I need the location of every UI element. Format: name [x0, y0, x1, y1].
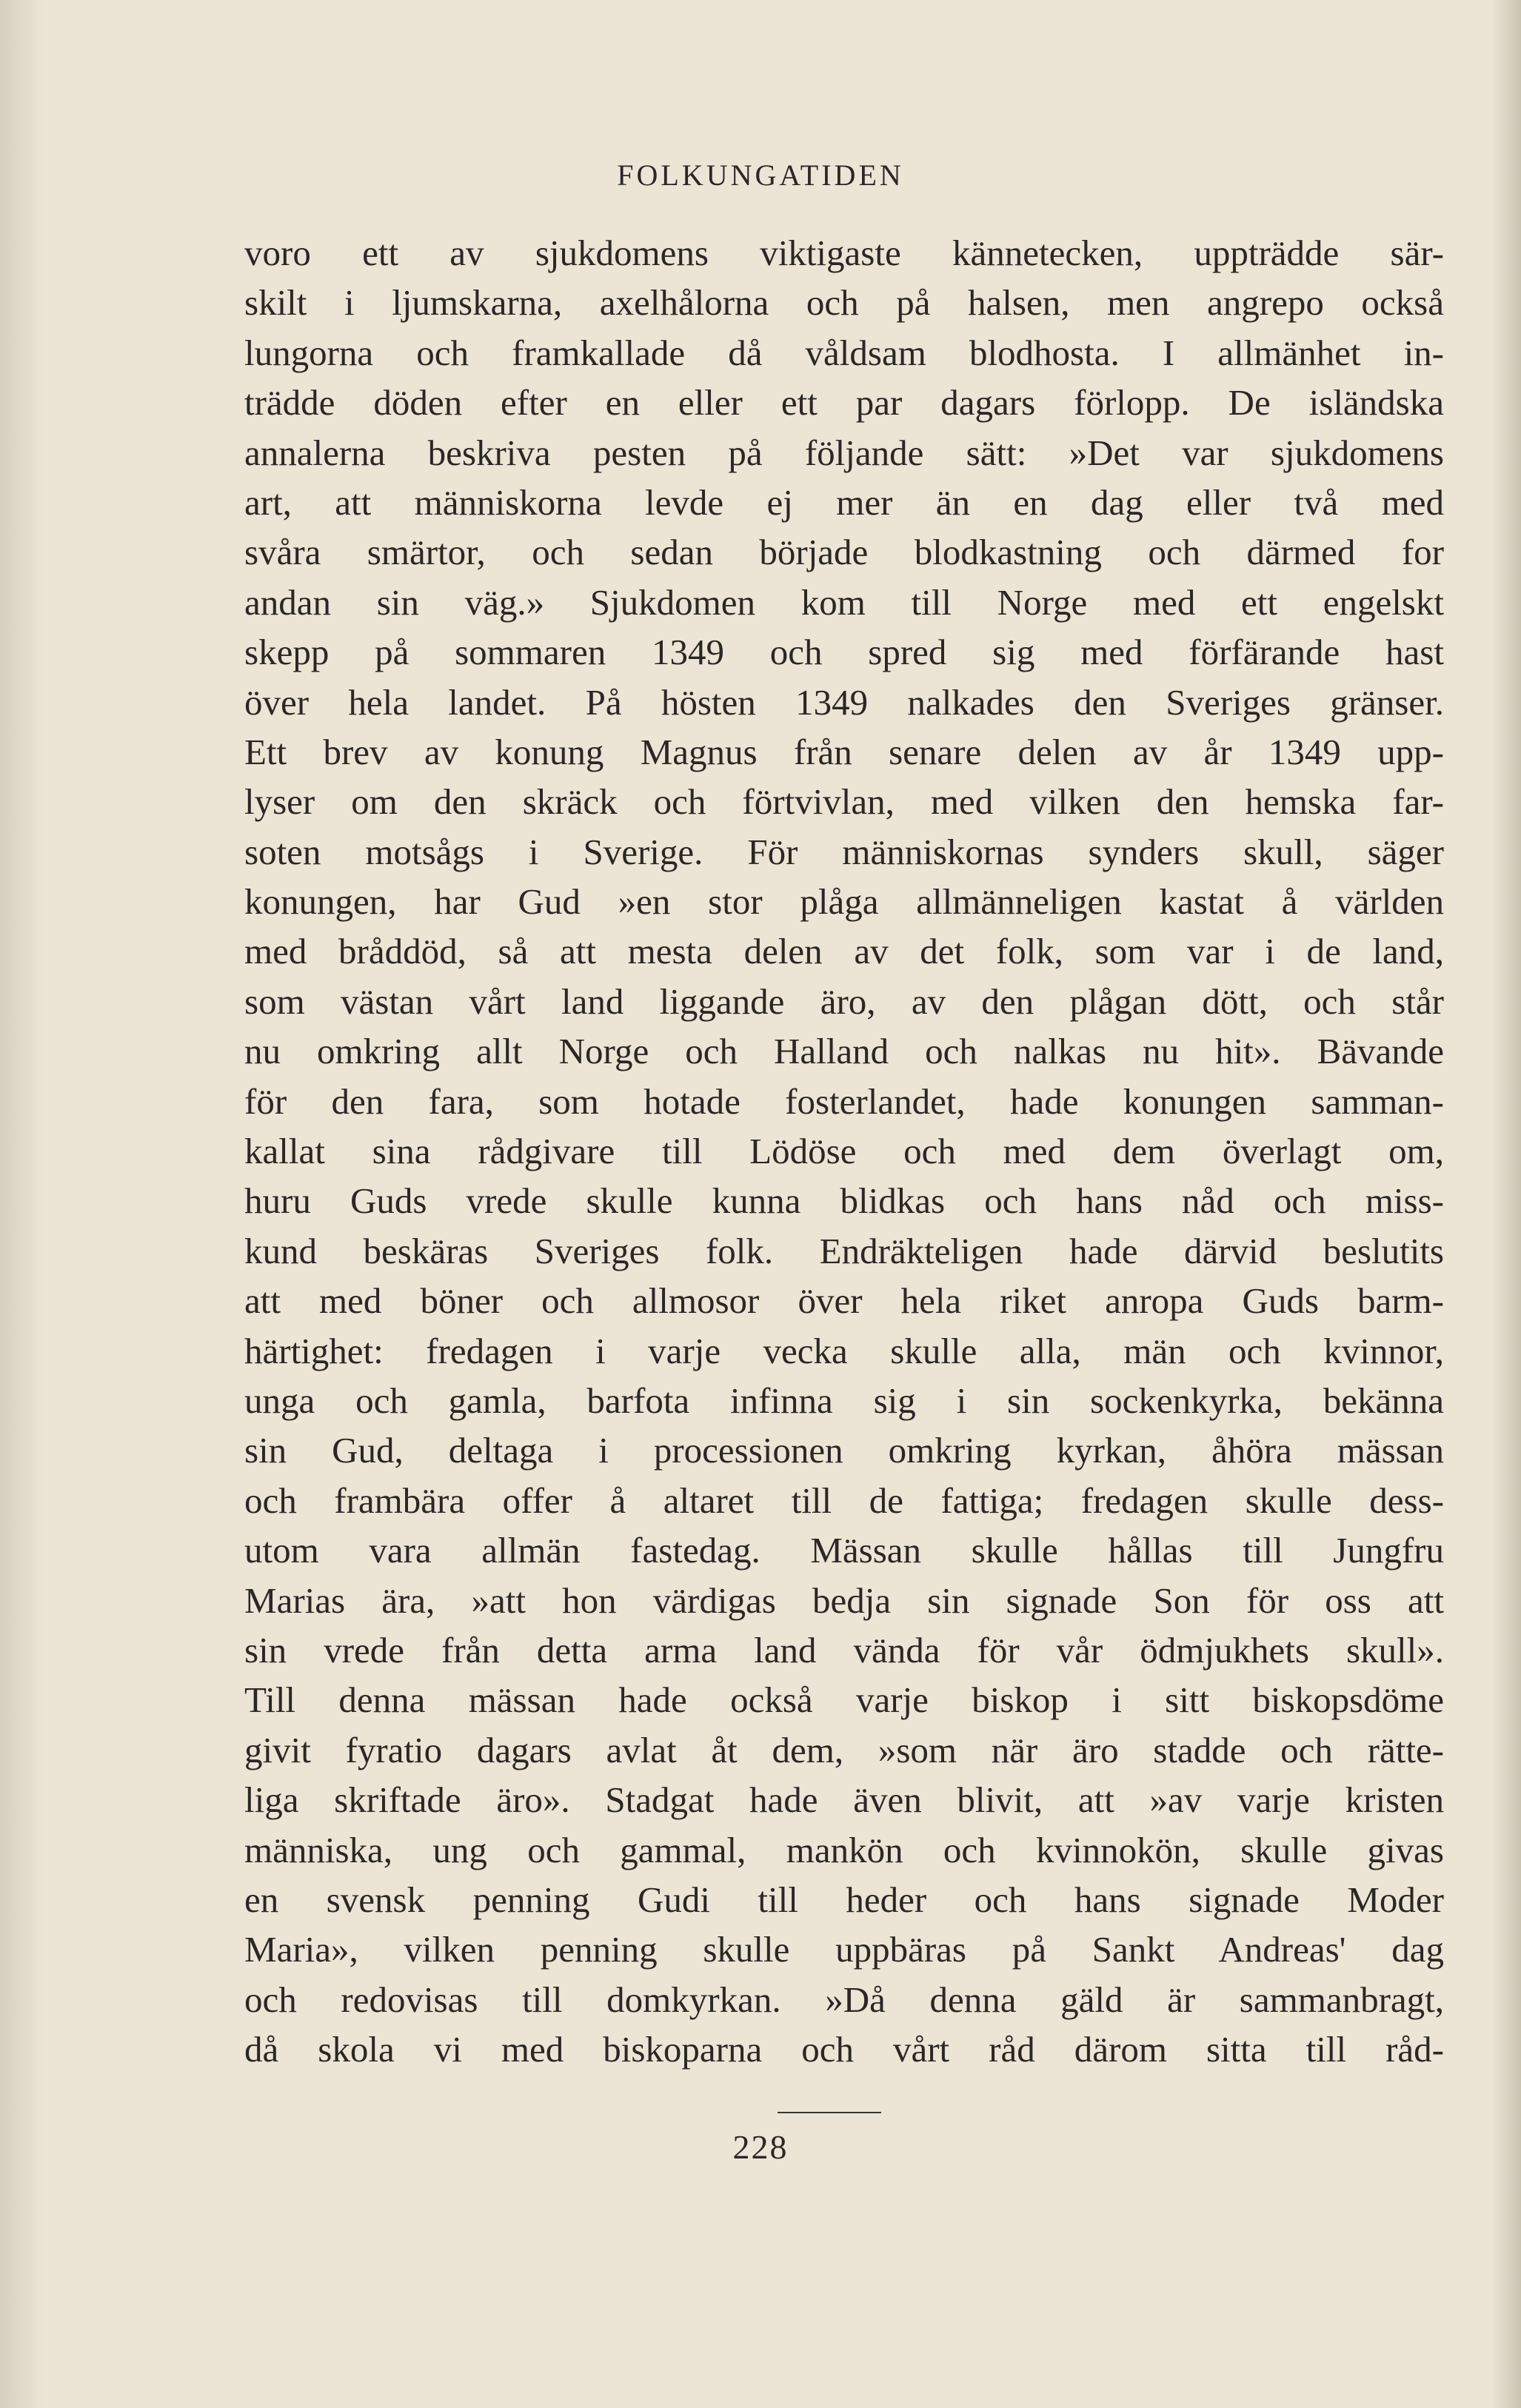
- text-line: annalerna beskriva pesten på följande sätt: »Det var sjukdomens: [244, 432, 1444, 473]
- text-line: lyser om den skräck och förtvivlan, med vilken den hemska far-: [244, 781, 1444, 823]
- text-line: då skola vi med biskoparna och vårt råd därom sitta till råd-: [244, 2029, 1444, 2070]
- text-line: för den fara, som hotade fosterlandet, hade konungen samman-: [244, 1080, 1444, 1122]
- text-line: och redovisas till domkyrkan. »Då denna gäld är sammanbragt,: [244, 1979, 1444, 2020]
- text-line: Ett brev av konung Magnus från senare delen av år 1349 upp-: [244, 731, 1444, 772]
- text-line: som västan vårt land liggande äro, av den plågan dött, och står: [244, 980, 1444, 1022]
- text-line: sin Gud, deltaga i processionen omkring kyrkan, åhöra mässan: [244, 1430, 1444, 1471]
- page-edge-shadow-left: [0, 0, 44, 2408]
- text-line: över hela landet. På hösten 1349 nalkades den Sveriges gränser.: [244, 681, 1444, 723]
- text-line: och frambära offer å altaret till de fattiga; fredagen skulle dess-: [244, 1479, 1444, 1521]
- text-line: kund beskäras Sveriges folk. Endräkteligen hade därvid beslutits: [244, 1230, 1444, 1271]
- text-line: voro ett av sjukdomens viktigaste kännetecken, uppträdde sär-: [244, 233, 1444, 273]
- text-line: härtighet: fredagen i varje vecka skulle alla, män och kvinnor,: [244, 1330, 1444, 1371]
- text-line: skilt i ljumskarna, axelhålorna och på halsen, men angrepo också: [244, 282, 1444, 324]
- text-line: människa, ung och gammal, mankön och kvinnokön, skulle givas: [244, 1829, 1444, 1870]
- text-line: liga skriftade äro». Stadgat hade även blivit, att »av varje kristen: [244, 1779, 1444, 1821]
- text-line: svåra smärtor, och sedan började blodkastning och därmed for: [244, 532, 1444, 573]
- text-line: med bråddöd, så att mesta delen av det folk, som var i de land,: [244, 931, 1444, 972]
- text-line: Till denna mässan hade också varje biskop i sitt biskopsdöme: [244, 1679, 1444, 1721]
- text-line: trädde döden efter en eller ett par dagars förlopp. De isländska: [244, 382, 1444, 424]
- body-text: [244, 228, 1444, 2074]
- text-line: soten motsågs i Sverige. För människornas synders skull, säger: [244, 831, 1444, 872]
- text-line: skepp på sommaren 1349 och spred sig med förfärande hast: [244, 632, 1444, 673]
- text-line: sin vrede från detta arma land vända för vår ödmjukhets skull».: [244, 1629, 1444, 1670]
- text-line: givit fyratio dagars avlat åt dem, »som när äro stadde och rätte-: [244, 1729, 1444, 1770]
- text-line: andan sin väg.» Sjukdomen kom till Norge med ett engelskt: [244, 581, 1444, 623]
- footer-rule: [778, 2112, 881, 2113]
- text-line: lungorna och framkallade då våldsam blodhosta. I allmänhet in-: [244, 332, 1444, 373]
- text-line: utom vara allmän fastedag. Mässan skulle hållas till Jungfru: [244, 1530, 1444, 1571]
- running-head: FOLKUNGATIDEN: [617, 158, 904, 192]
- text-line: Marias ära, »att hon värdigas bedja sin signade Son för oss att: [244, 1579, 1444, 1621]
- text-line: kallat sina rådgivare till Lödöse och med dem överlagt om,: [244, 1131, 1444, 1172]
- text-line: konungen, har Gud »en stor plåga allmänneligen kastat å världen: [244, 881, 1444, 923]
- text-line: att med böner och allmosor över hela riket anropa Guds barm-: [244, 1280, 1444, 1322]
- page-number: 228: [732, 2128, 789, 2166]
- text-line: Maria», vilken penning skulle uppbäras på Sankt Andreas' dag: [244, 1929, 1444, 1970]
- text-line: huru Guds vrede skulle kunna blidkas och hans nåd och miss-: [244, 1180, 1444, 1222]
- page-edge-shadow-right: [1491, 0, 1521, 2408]
- text-line: en svensk penning Gudi till heder och hans signade Moder: [244, 1879, 1444, 1920]
- text-line: art, att människorna levde ej mer än en dag eller två med: [244, 481, 1444, 523]
- text-line: unga och gamla, barfota infinna sig i sin sockenkyrka, bekänna: [244, 1379, 1444, 1421]
- text-line: nu omkring allt Norge och Halland och nalkas nu hit». Bävande: [244, 1031, 1444, 1072]
